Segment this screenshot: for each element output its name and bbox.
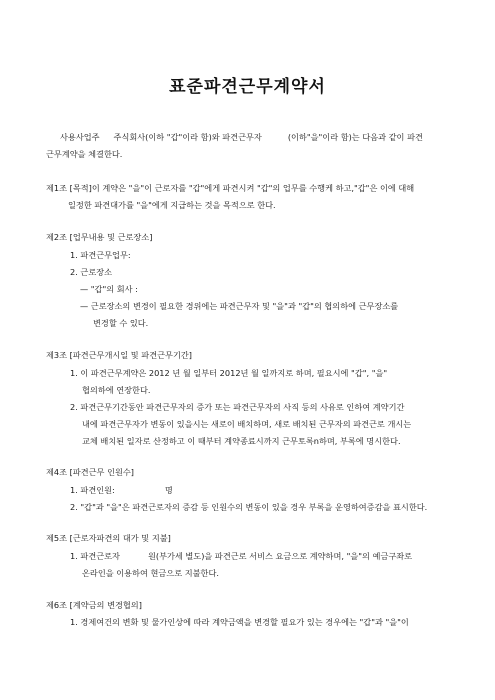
intro-party1: 사용사업주 [60,132,100,142]
intro-company-clause: 주식회사(이하 "갑"이라 함)와 파견근무자 [113,132,262,142]
article-4-item-1-unit: 명 [164,485,173,495]
article-2-sub-2-cont: 변경할 수 있다. [93,318,149,328]
article-5-item-1-label: 1. 파견근로자 [70,551,120,561]
article-1-line-2: 일정한 파견대가를 "을"에게 지급하는 것을 목적으로 한다. [68,200,276,210]
article-5-item-1-text: 원(부가세 별도)을 파견근로 서비스 요금으로 계약하며, "을"의 예금구좌로 [147,551,413,561]
article-3-item-1-cont: 협의하에 연장한다. [82,385,151,395]
article-2-item-2: 2. 근로장소 [70,267,113,277]
article-1-line-1: 제1조 [목적]이 계약은 "을"이 근로자를 "갑"에게 파견시켜 "갑"의 업무를 수행케 하고,"갑"은 이에 대해 [46,183,415,193]
article-3-item-2-cont-1: 내에 파견근무자가 변동이 있을시는 새로이 배치하며, 새로 배치된 근무자의 파견근로 개시는 [82,419,412,429]
article-3-item-2: 2. 파견근무기간동안 파견근무자의 증가 또는 파견근무자의 사직 등의 사유로 인하여 계약기간 [70,402,405,412]
article-4-item-1 [70,484,173,496]
article-6-item-1: 1. 경제여건의 변화 및 물가인상에 따라 계약금액을 변경할 필요가 있는 경우에는 "갑"과 "을"이 [70,617,409,627]
intro-party2-clause: (이하"을"이라 함)는 다음과 같이 파견 [287,132,423,142]
article-3-item-1: 1. 이 파견근무계약은 2012 년 월 일부터 2012년 월 일까지로 하며, 필요시에 "갑", "을" [70,368,388,378]
article-5-heading: 제5조 [근로자파견의 대가 및 지불] [46,533,171,543]
article-4-item-1-label: 1. 파견인원: [70,485,115,495]
article-2-heading: 제2조 [업무내용 및 근로장소] [46,232,153,242]
article-3-heading: 제3조 [파견근무개시일 및 파견근무기간] [46,350,192,360]
article-6-heading: 제6조 [계약금의 변경협의] [46,600,142,610]
article-3-item-2-cont-2: 교체 배치된 일자로 산정하고 이 때부터 계약종료시까지 근무토록n하며, 부록에 명시한다. [82,436,401,446]
article-4-heading: 제4조 [파견근무 인원수] [46,467,134,477]
article-2-sub-1: — "갑"의 회사 : [80,284,138,294]
document-title: 표준파견근무계약서 [169,77,326,97]
article-2-item-1: 1. 파견근무업무: [70,250,131,260]
intro-line-2: 근무계약을 체결한다. [46,149,123,159]
article-4-item-2: 2. "갑"과 "을"은 파견근로자의 증감 등 인원수의 변동이 있을 경우 부록을 운영하여증감을 표시한다. [70,502,428,512]
intro-line-1 [60,131,423,143]
article-2-sub-2: — 근로장소의 변경이 필요한 경위에는 파견근무자 및 "을"과 "갑"의 협의하에 근무장소를 [80,301,399,311]
article-5-item-1 [70,550,412,562]
article-5-item-1-cont: 온라인을 이용하여 현금으로 지불한다. [82,568,219,578]
